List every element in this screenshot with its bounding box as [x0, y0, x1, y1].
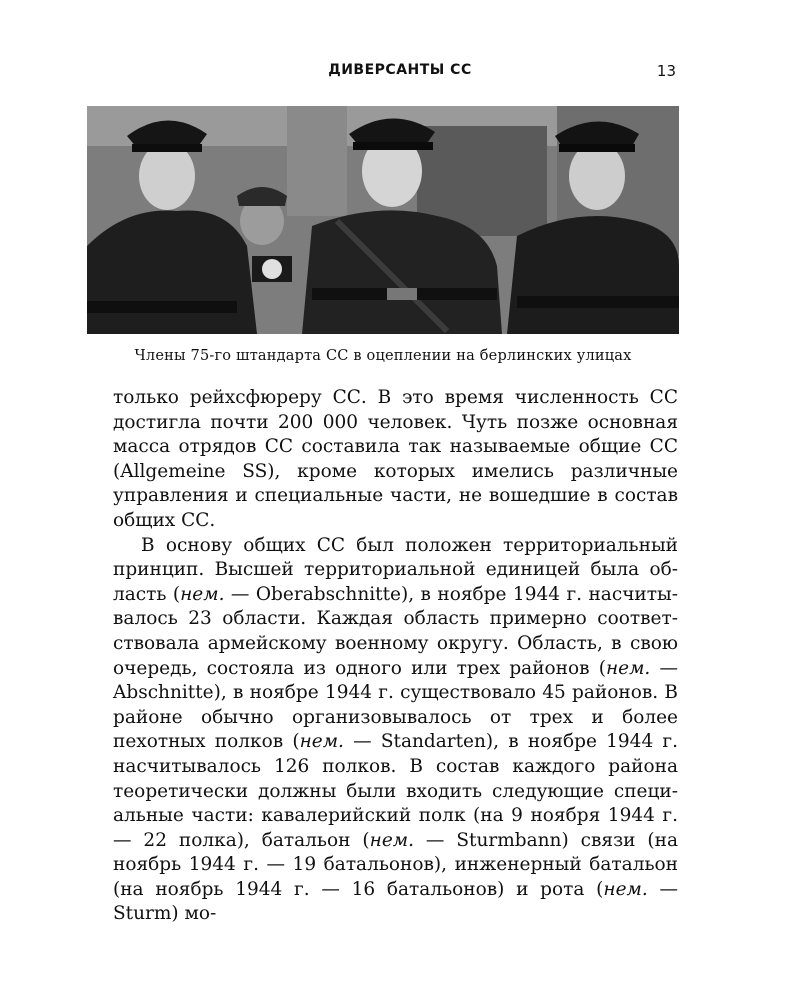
- paragraph-1: только рейхсфюреру СС. В это время численность СС достигла почти 200 000 человек. Чуть позже основная масса отрядов СС составила так называемые общие СС (Allgemeine SS), кроме которых имелись различные управления и специальные части, не вошедшие в состав общих СС.: [113, 387, 678, 531]
- paragraph-2: [113, 534, 678, 928]
- text-run: — Standarten), в ноябре 1944 г. насчитывалось 126 полков. В состав каждого района теоретически должны были входить следующие специальные части: кавалерийский полк (на 9 ноября 1944 г. — 22 полка), батальон (: [113, 731, 678, 851]
- abbrev-nem: нем.: [603, 878, 648, 900]
- text-run: — Abschnitte), в ноябре 1944 г. существовало 45 районов. В районе обычно организовывалось от трех и более пехотных полков (: [113, 657, 678, 753]
- photo-caption: Члены 75-го штандарта СС в оцеплении на берлинских улицах: [134, 348, 632, 364]
- abbrev-nem: нем.: [180, 583, 225, 605]
- abbrev-nem: нем.: [369, 829, 414, 851]
- text-run: — Oberabschnitte), в ноябре 1944 г. насчитывалось 23 области. Каждая область примерно соответствовала армейскому военному округу. Область, в свою очередь, состояла из одного или трех районов (: [113, 583, 678, 679]
- text-run: В основу общих СС был положен территориальный принцип. Высшей территориальной единицей была область (: [113, 534, 678, 605]
- abbrev-nem: нем.: [299, 731, 344, 753]
- text-run: — Sturmbann) связи (на ноябрь 1944 г. — 19 батальонов), инженерный батальон (на ноябрь 1944 г. — 16 батальонов) и рота (: [113, 829, 679, 900]
- body-text: [113, 386, 678, 927]
- page-number: 13: [656, 62, 676, 80]
- abbrev-nem: нем.: [605, 657, 651, 679]
- photo: [87, 106, 679, 334]
- text-run: — Sturm) мо-: [113, 878, 678, 925]
- running-title: ДИВЕРСАНТЫ СС: [328, 62, 472, 78]
- photo-illustration: [87, 106, 679, 334]
